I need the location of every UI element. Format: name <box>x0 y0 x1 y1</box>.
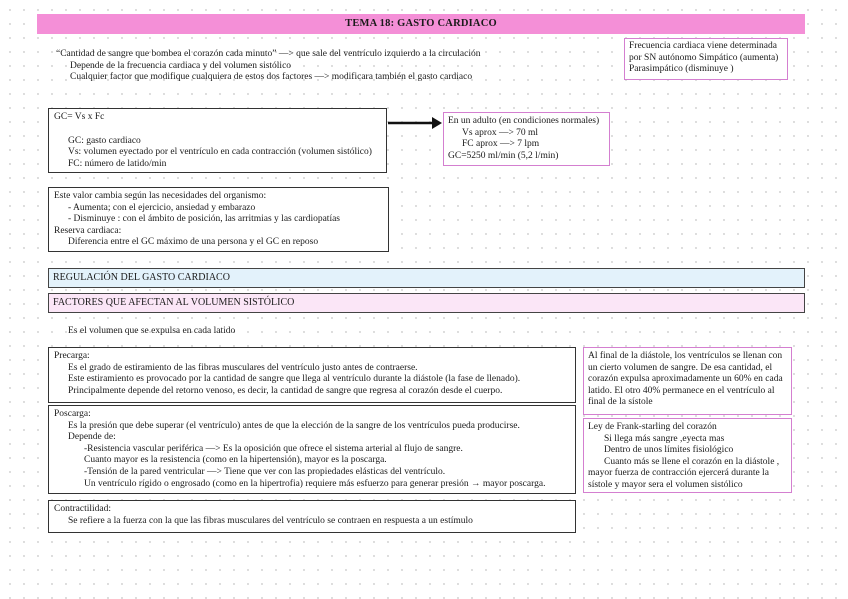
precarga-line1: Es el grado de estiramiento de las fibras musculares del ventrículo justo antes de contraerse. <box>68 362 418 373</box>
variation-line5: Diferencia entre el GC máximo de una persona y el GC en reposo <box>68 237 319 248</box>
formula-fc: FC: número de latido/min <box>68 158 167 169</box>
adult-heading: En un adulto (en condiciones normales) <box>448 116 600 126</box>
note-fc-line3: Parasimpático (disminuye ) <box>629 64 734 75</box>
arrow-right-icon <box>388 115 444 131</box>
diastole-note-text: Al final de la diástole, los ventrículos se llenan con un cierto volumen de sangre. De esa cantidad, el corazón expulsa aproximadamente un 60% en cada latido. El otro 40% permanece en el ventrículo al final de la sístole <box>588 351 783 408</box>
contractilidad-heading: Contractilidad: <box>54 504 111 514</box>
adult-vs: Vs aprox —> 70 ml <box>462 127 539 138</box>
contractilidad-box <box>48 500 576 533</box>
frank-starling-box <box>583 418 792 493</box>
intro-block <box>56 49 481 84</box>
section-regulation: REGULACIÓN DEL GASTO CARDIACO <box>48 268 805 288</box>
frank-starling-title: Ley de Frank-starling del corazón <box>588 422 717 432</box>
variation-line4: Reserva cardiaca: <box>54 225 122 236</box>
adult-fc: FC aprox —> 7 lpm <box>462 139 540 150</box>
precarga-line2: Este estiramiento es provocado por la cantidad de sangre que llega al ventrículo durante la diástole (la fase de llenado). <box>68 374 521 385</box>
precarga-line3: Principalmente depende del retorno venoso, es decir, la cantidad de sangre que regresa al corazón desde el cuerpo. <box>68 385 503 396</box>
note-fc-line2: por SN autónomo Simpático (aumenta) <box>629 52 779 63</box>
poscarga-line4: Cuanto mayor es la resistencia (como en la hipertensión), mayor es la poscarga. <box>84 455 387 466</box>
formula-gc: GC: gasto cardiaco <box>68 135 141 146</box>
contractilidad-line1: Se refiere a la fuerza con la que las fibras musculares del ventrículo se contraen en respuesta a un estímulo <box>68 515 473 526</box>
variation-line3: - Disminuye : con el ámbito de posición, las arritmias y las cardiopatías <box>68 214 341 225</box>
frank-starling-line2: Si llega más sangre ,eyecta mas <box>604 433 725 444</box>
precarga-heading: Precarga: <box>54 351 90 361</box>
diastole-note-box <box>583 347 792 415</box>
vs-definition: Es el volumen que se expulsa en cada latido <box>68 326 236 336</box>
formula-text: GC= Vs x Fc <box>54 112 105 122</box>
variation-line2: - Aumenta; con el ejercicio, ansiedad y embarazo <box>68 202 256 213</box>
variation-line1: Este valor cambia según las necesidades del organismo: <box>54 191 267 201</box>
intro-definition: “Cantidad de sangre que bombea el corazón cada minuto” —> que sale del ventrículo izquierdo a la circulación <box>56 49 481 59</box>
intro-factor: Cualquier factor que modifique cualquiera de estos dos factores —> modificara también el gasto cardiaco <box>70 72 473 83</box>
poscarga-line1: Es la presión que debe superar (el ventrículo) antes de que la elección de la sangre de los ventrículos pueda producirse. <box>68 420 520 431</box>
frank-starling-line3: Dentro de unos límites fisiológico <box>604 445 734 456</box>
poscarga-line6: Un ventrículo rígido o engrosado (como en la hipertrofia) requiere más esfuerzo para generar presión → mayor poscarga. <box>84 478 546 489</box>
poscarga-line3: -Resistencia vascular periférica —> Es la oposición que ofrece el sistema arterial al flujo de sangre. <box>84 443 463 454</box>
frank-starling-line4: Cuanto más se llene el corazón en la diástole , mayor fuerza de contracción ejercerá durante la sístole y mayor sera el volumen sistólico <box>588 456 780 490</box>
section-factors: FACTORES QUE AFECTAN AL VOLUMEN SISTÓLICO <box>48 293 805 313</box>
formula-box <box>48 108 387 173</box>
note-fc-box <box>624 38 788 80</box>
variation-box <box>48 187 389 252</box>
poscarga-heading: Poscarga: <box>54 409 91 419</box>
adult-box <box>443 112 610 166</box>
poscarga-box <box>48 405 576 494</box>
formula-vs: Vs: volumen eyectado por el ventrículo en cada contracción (volumen sistólico) <box>68 147 372 158</box>
poscarga-line5: -Tensión de la pared ventricular —> Tiene que ver con las propiedades elásticas del ventrículo. <box>84 466 446 477</box>
intro-depends: Depende de la frecuencia cardiaca y del volumen sistólico <box>70 60 292 71</box>
page-title: TEMA 18: GASTO CARDIACO <box>37 14 805 34</box>
precarga-box <box>48 347 576 403</box>
note-fc-line1: Frecuencia cardiaca viene determinada <box>629 41 777 51</box>
adult-gc: GC=5250 ml/min (5,2 l/min) <box>448 150 559 161</box>
poscarga-line2: Depende de: <box>68 432 116 443</box>
